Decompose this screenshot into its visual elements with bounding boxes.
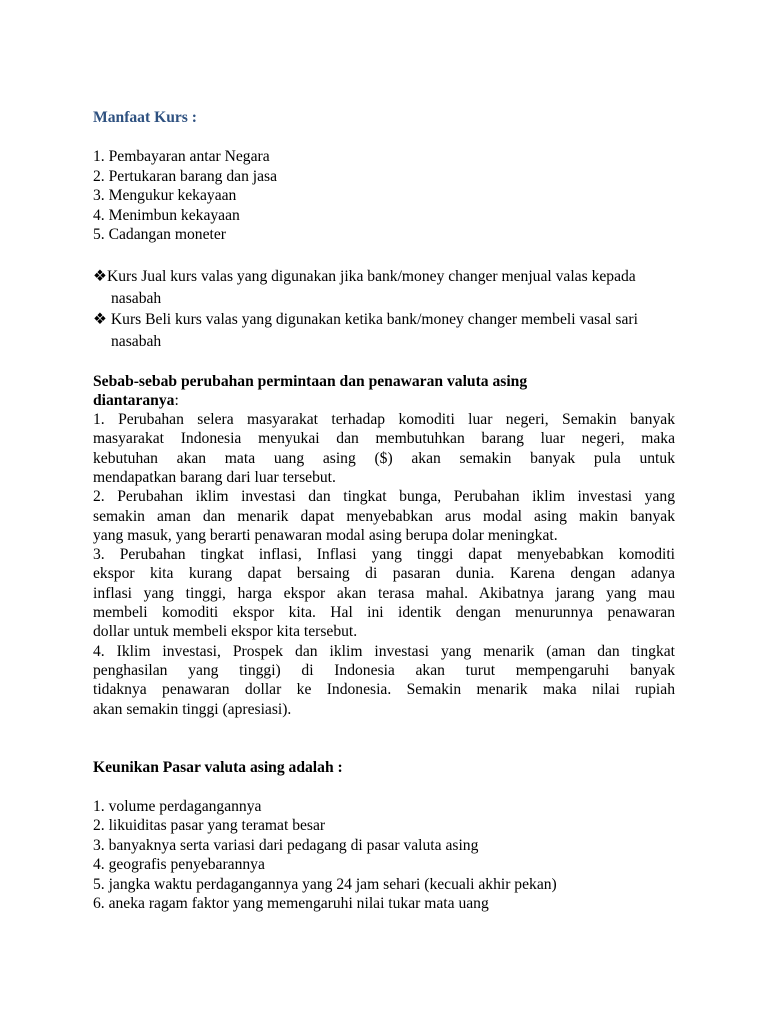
sebab-heading-line2 (93, 391, 675, 410)
kurs-jual-text: Kurs Jual kurs valas yang digunakan jika bank/money changer menjual valas kepada nasabah (107, 268, 636, 307)
kurs-jual-definition (93, 266, 675, 309)
paragraph-line: 2. Perubahan iklim investasi dan tingkat bunga, Perubahan iklim investasi yang (93, 488, 675, 506)
list-item: 1. volume perdagangannya (93, 797, 262, 815)
manfaat-kurs-title: Manfaat Kurs : (93, 109, 197, 126)
sebab-heading-rest: : (174, 391, 179, 409)
paragraph-line: penghasilan yang tinggi) di Indonesia akan turut mempengaruhi banyak (93, 661, 675, 679)
list-item: 3. banyaknya serta variasi dari pedagang di pasar valuta asing (93, 836, 479, 854)
document-page (93, 108, 675, 914)
list-item: 6. aneka ragam faktor yang memengaruhi nilai tukar mata uang (93, 895, 489, 913)
sebab-heading-line1: Sebab-sebab perubahan permintaan dan penawaran valuta asing (93, 372, 528, 390)
paragraph-line: kebutuhan akan mata uang asing ($) akan semakin banyak pula untuk (93, 449, 675, 467)
paragraph-line: mendapatkan barang dari luar tersebut. (93, 468, 336, 486)
list-item: 2. likuiditas pasar yang teramat besar (93, 817, 326, 835)
paragraph-line: membeli komoditi ekspor kita. Hal ini identik dengan menurunnya penawaran (93, 604, 675, 622)
keunikan-title: Keunikan Pasar valuta asing adalah : (93, 758, 343, 776)
spacer (93, 128, 675, 148)
sebab-heading-bold: diantaranya (93, 391, 175, 409)
list-item: 3. Mengukur kekayaan (93, 187, 237, 204)
spacer (93, 777, 675, 797)
spacer (93, 245, 675, 265)
sebab-paragraphs (93, 410, 675, 719)
paragraph-line: akan semakin tinggi (apresiasi). (93, 700, 292, 718)
sebab-section (93, 372, 675, 719)
list-item: 2. Pertukaran barang dan jasa (93, 167, 278, 185)
paragraph-line: tidaknya penawaran dollar ke Indonesia. Semakin menarik maka nilai rupiah (93, 681, 675, 699)
list-item: 1. Pembayaran antar Negara (93, 148, 270, 165)
paragraph-line: 1. Perubahan selera masyarakat terhadap komoditi luar negeri, Semakin banyak (93, 411, 675, 429)
spacer (93, 719, 675, 758)
list-item: 4. Menimbun kekayaan (93, 206, 240, 224)
list-item: 4. geografis penyebarannya (93, 856, 265, 874)
kurs-beli-definition (93, 309, 675, 352)
paragraph-line: 3. Perubahan tingkat inflasi, Inflasi yang tinggi dapat menyebabkan komoditi (93, 546, 675, 564)
paragraph-line: ekspor kita kurang dapat bersaing di pasaran dunia. Karena dengan adanya (93, 565, 675, 583)
paragraph-line: 4. Iklim investasi, Prospek dan iklim investasi yang menarik (aman dan tingkat (93, 642, 675, 660)
diamond-bullet-icon: ❖ (93, 268, 107, 285)
list-item: 5. Cadangan moneter (93, 226, 226, 243)
paragraph-line: masyarakat Indonesia menyukai dan membutuhkan barang luar negeri, maka (93, 430, 675, 448)
paragraph-line: inflasi yang tinggi, harga ekspor akan terasa mahal. Akibatnya jarang yang mau (93, 584, 675, 602)
paragraph-line: dollar untuk membeli ekspor kita tersebut. (93, 623, 358, 641)
manfaat-kurs-list (93, 147, 675, 245)
keunikan-list (93, 797, 675, 914)
list-item: 5. jangka waktu perdagangannya yang 24 jam sehari (kecuali akhir pekan) (93, 875, 557, 893)
spacer (93, 352, 675, 372)
kurs-beli-text: Kurs Beli kurs valas yang digunakan ketika bank/money changer membeli vasal sari nasabah (107, 311, 638, 350)
diamond-bullet-icon: ❖ (93, 311, 107, 328)
paragraph-line: semakin aman dan menarik dapat menyebabkan arus modal asing makin banyak (93, 507, 675, 525)
paragraph-line: yang masuk, yang berarti penawaran modal asing berupa dolar meningkat. (93, 526, 558, 544)
